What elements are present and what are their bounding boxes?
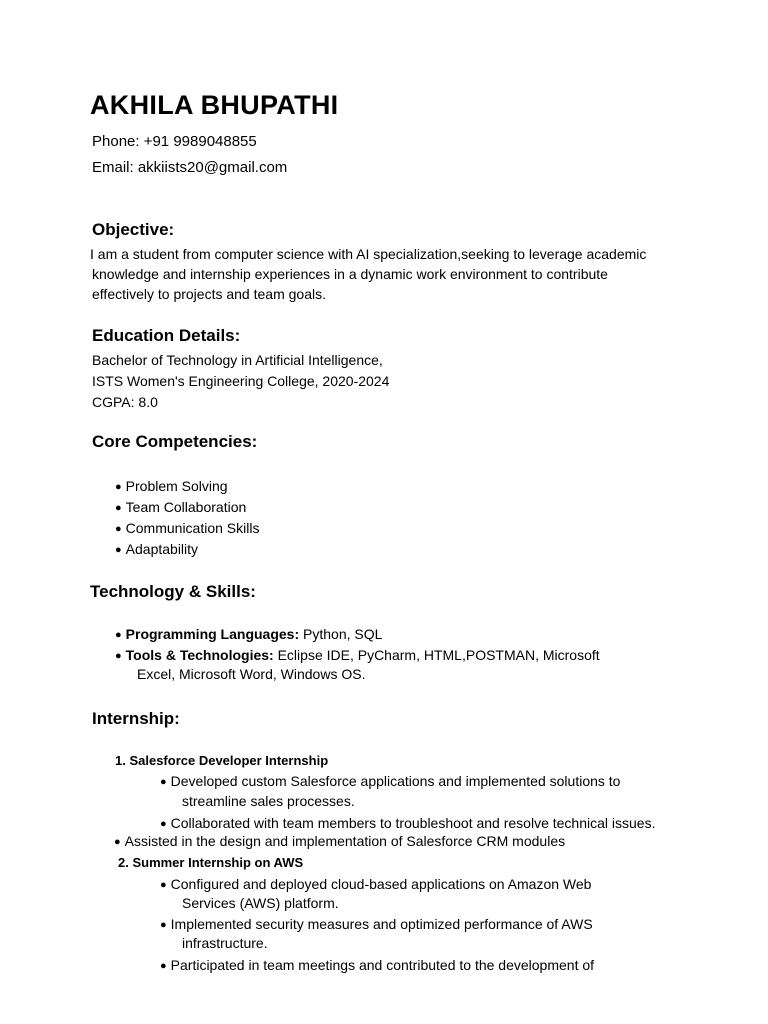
internship-point-text: Developed custom Salesforce applications and implemented solutions to: [170, 773, 621, 789]
competency-item: [115, 499, 246, 515]
competency-item: [115, 541, 198, 557]
bullet-icon: ●: [115, 544, 122, 556]
bullet-icon: ●: [115, 629, 122, 641]
skill-value-continuation: Excel, Microsoft Word, Windows OS.: [137, 666, 366, 682]
education-heading: Education Details:: [92, 326, 241, 345]
internship-heading: Internship:: [92, 709, 180, 728]
internship-point-continuation: infrastructure.: [182, 935, 268, 951]
competency-label: Communication Skills: [125, 520, 260, 536]
internship-point-text: Participated in team meetings and contributed to the development of: [170, 957, 595, 973]
internship-point: [160, 916, 593, 932]
internship-point-continuation: Services (AWS) platform.: [182, 895, 339, 911]
email-address: Email: akkiists20@gmail.com: [92, 159, 288, 176]
internship-point: [160, 876, 591, 892]
internship-point: [114, 833, 565, 849]
competency-label: Problem Solving: [125, 478, 228, 494]
skill-item: [115, 626, 382, 642]
bullet-icon: ●: [115, 523, 122, 535]
candidate-name: AKHILA BHUPATHI: [90, 90, 339, 120]
bullet-icon: ●: [115, 650, 122, 662]
internship-point-text: Configured and deployed cloud-based applications on Amazon Web: [170, 876, 592, 892]
bullet-icon: ●: [160, 919, 167, 931]
internship-title: 1. Salesforce Developer Internship: [115, 753, 329, 768]
bullet-icon: ●: [160, 818, 167, 830]
internship-point-text: Collaborated with team members to troubleshoot and resolve technical issues.: [170, 815, 656, 831]
skill-label: Programming Languages:: [125, 626, 300, 642]
skill-item: [115, 647, 600, 663]
education-cgpa: CGPA: 8.0: [92, 394, 158, 410]
bullet-icon: ●: [114, 836, 121, 848]
competency-item: [115, 520, 259, 536]
internship-title: 2. Summer Internship on AWS: [118, 855, 304, 870]
bullet-icon: ●: [160, 879, 167, 891]
internship-point-text: Implemented security measures and optimized performance of AWS: [170, 916, 593, 932]
education-college: ISTS Women's Engineering College, 2020-2024: [92, 373, 390, 389]
internship-point: [160, 815, 655, 831]
skill-label: Tools & Technologies:: [125, 647, 274, 663]
bullet-icon: ●: [160, 960, 167, 972]
bullet-icon: ●: [115, 481, 122, 493]
phone-number: Phone: +91 9989048855: [92, 133, 257, 150]
internship-point-text: Assisted in the design and implementation of Salesforce CRM modules: [124, 833, 566, 849]
competency-item: [115, 478, 228, 494]
objective-line: knowledge and internship experiences in a dynamic work environment to contribute: [92, 266, 608, 282]
skill-value: Python, SQL: [299, 626, 383, 642]
bullet-icon: ●: [115, 502, 122, 514]
internship-point: [160, 957, 594, 973]
competencies-heading: Core Competencies:: [92, 432, 258, 451]
internship-point-continuation: streamline sales processes.: [182, 793, 355, 809]
competency-label: Adaptability: [125, 541, 199, 557]
objective-line: effectively to projects and team goals.: [92, 286, 326, 302]
skill-value: Eclipse IDE, PyCharm, HTML,POSTMAN, Microsoft: [273, 647, 600, 663]
competency-label: Team Collaboration: [125, 499, 247, 515]
objective-heading: Objective:: [92, 220, 175, 239]
objective-line: I am a student from computer science with AI specialization,seeking to leverage academic: [90, 246, 647, 262]
bullet-icon: ●: [160, 776, 167, 788]
internship-point: [160, 773, 620, 789]
education-degree: Bachelor of Technology in Artificial Intelligence,: [92, 352, 383, 368]
technology-heading: Technology & Skills:: [90, 582, 256, 601]
